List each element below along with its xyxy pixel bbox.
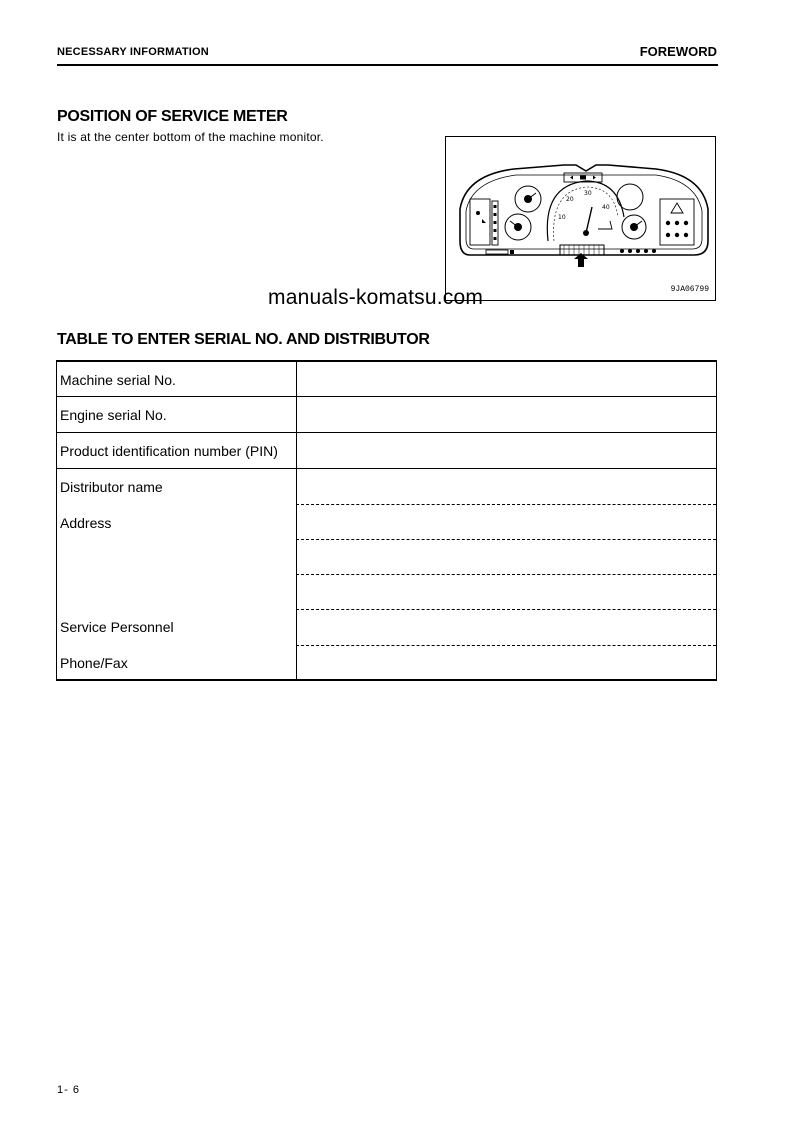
svg-text:30: 30	[584, 190, 592, 197]
row-label-engine-serial: Engine serial No.	[60, 407, 167, 423]
entry-dashed-line	[296, 645, 716, 646]
table-row-divider	[57, 396, 716, 397]
row-label-phone-fax: Phone/Fax	[60, 655, 128, 671]
svg-text:40: 40	[602, 204, 610, 211]
page-number: 1- 6	[57, 1084, 80, 1096]
entry-dashed-line	[296, 574, 716, 575]
table-row-divider	[57, 432, 716, 433]
table-column-divider	[296, 362, 297, 679]
serial-distributor-table	[56, 360, 717, 681]
entry-dashed-line	[296, 609, 716, 610]
row-label-address: Address	[60, 515, 112, 531]
entry-dashed-line	[296, 504, 716, 505]
header-divider	[57, 64, 718, 66]
row-label-distributor-name: Distributor name	[60, 479, 163, 495]
row-label-pin: Product identification number (PIN)	[60, 443, 278, 459]
service-meter-heading: POSITION OF SERVICE METER	[57, 108, 288, 125]
machine-monitor-illustration	[446, 137, 715, 300]
serial-table-heading: TABLE TO ENTER SERIAL NO. AND DISTRIBUTOR	[57, 331, 430, 348]
svg-text:20: 20	[566, 196, 574, 203]
svg-text:10: 10	[558, 214, 566, 221]
row-label-service-personnel: Service Personnel	[60, 619, 174, 635]
row-label-machine-serial: Machine serial No.	[60, 372, 176, 388]
entry-dashed-line	[296, 539, 716, 540]
header-section-title: NECESSARY INFORMATION	[57, 46, 209, 58]
table-row-divider	[57, 468, 716, 469]
figure-code: 9JA06799	[670, 285, 709, 294]
machine-monitor-figure	[445, 136, 716, 301]
header-chapter-title: FOREWORD	[639, 44, 717, 59]
service-meter-description: It is at the center bottom of the machine monitor.	[57, 130, 324, 144]
watermark: manuals-komatsu.com	[268, 286, 484, 309]
